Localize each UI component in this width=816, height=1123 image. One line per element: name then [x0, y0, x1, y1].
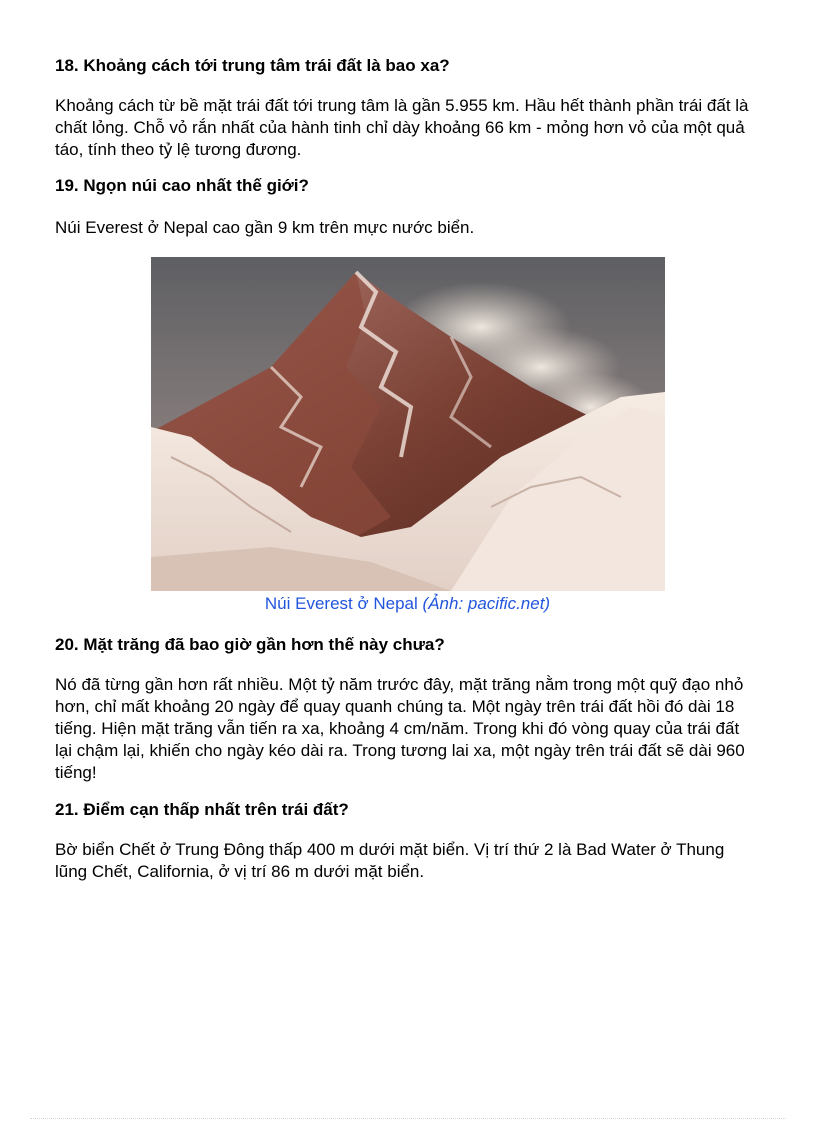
section-19-body: Núi Everest ở Nepal cao gần 9 km trên mực nước biển.: [55, 218, 475, 237]
figure-caption: [55, 594, 760, 614]
section-18-heading: 18. Khoảng cách tới trung tâm trái đất là bao xa?: [55, 56, 450, 75]
section-21-heading: 21. Điểm cạn thấp nhất trên trái đất?: [55, 800, 349, 819]
section-20-body: Nó đã từng gần hơn rất nhiều. Một tỷ năm trước đây, mặt trăng nằm trong một quỹ đạo nhỏ hơn, chỉ mất khoảng 20 ngày để quay quanh chúng ta. Một ngày trên trái đất hồi đó dài 18 tiếng. Hiện mặt trăng vẫn tiến ra xa, khoảng 4 cm/năm. Trong khi đó vòng quay của trái đất lại chậm lại, khiến cho ngày kéo dài ra. Trong tương lai xa, một ngày trên trái đất sẽ dài 960 tiếng!: [55, 675, 745, 782]
caption-text: Núi Everest ở Nepal: [264, 594, 418, 613]
page-bottom-divider: [30, 1118, 786, 1119]
caption-credit: (Ảnh: pacific.net): [422, 594, 551, 613]
section-18-body: Khoảng cách từ bề mặt trái đất tới trung tâm là gần 5.955 km. Hầu hết thành phần trái đất là chất lỏng. Chỗ vỏ rắn nhất của hành tinh chỉ dày khoảng 66 km - mỏng hơn vỏ của một quả táo, tính theo tỷ lệ tương đương.: [55, 96, 749, 159]
everest-photo: [151, 257, 665, 591]
section-19-heading: 19. Ngọn núi cao nhất thế giới?: [55, 176, 309, 195]
section-20-heading: 20. Mặt trăng đã bao giờ gần hơn thế này chưa?: [55, 635, 445, 654]
section-21-body: Bờ biển Chết ở Trung Đông thấp 400 m dưới mặt biển. Vị trí thứ 2 là Bad Water ở Thung lũng Chết, California, ở vị trí 86 m dưới mặt biển.: [55, 840, 725, 881]
